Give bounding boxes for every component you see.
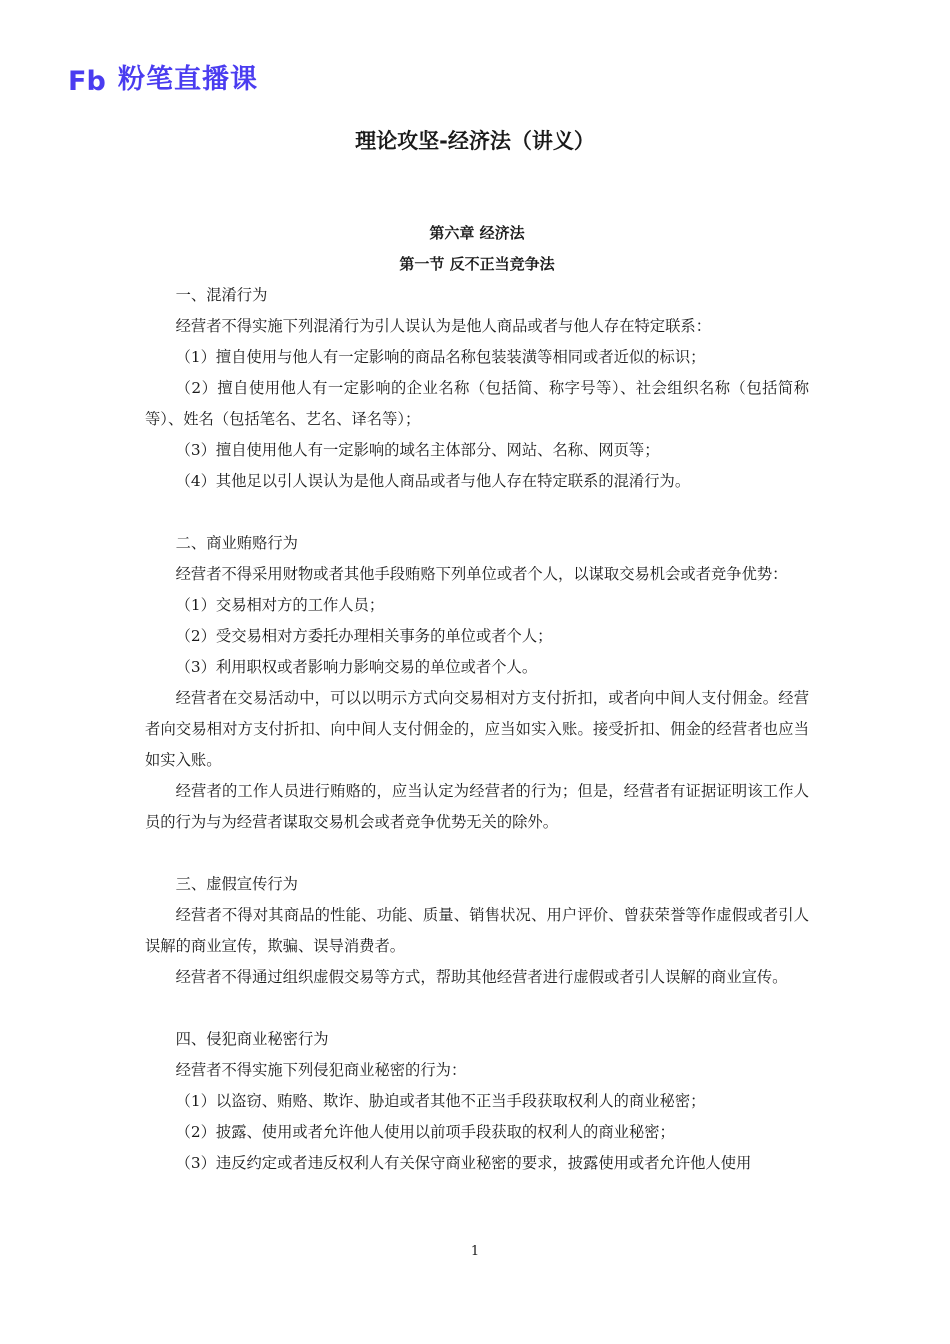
paragraph: 经营者不得对其商品的性能、功能、质量、销售状况、用户评价、曾获荣誉等作虚假或者引人误解的商业宣传，欺骗、误导消费者。 [145,906,809,955]
paragraph: （4）其他足以引人误认为是他人商品或者与他人存在特定联系的混淆行为。 [175,472,691,490]
svg-text:Fb: Fb [68,66,106,95]
chapter-heading: 第六章 经济法 [429,224,525,242]
paragraph: （1）擅自使用与他人有一定影响的商品名称包装装潢等相同或者近似的标识； [175,348,706,366]
document-body [145,218,809,1179]
paragraph: 经营者不得通过组织虚假交易等方式，帮助其他经营者进行虚假或者引人误解的商业宣传。 [175,968,788,986]
paragraph-gap [145,993,809,1024]
paragraph: （1）交易相对方的工作人员； [175,596,385,614]
brand-name: 粉笔直播课 [118,64,258,95]
paragraph: 经营者不得实施下列侵犯商业秘密的行为： [175,1061,467,1079]
paragraph-list [145,280,809,1179]
paragraph: （2）受交易相对方委托办理相关事务的单位或者个人； [175,627,553,645]
paragraph-gap [145,838,809,869]
paragraph: （3）违反约定或者违反权利人有关保守商业秘密的要求，披露使用或者允许他人使用 [175,1154,752,1172]
paragraph: 经营者不得实施下列混淆行为引人误认为是他人商品或者与他人存在特定联系： [175,317,711,335]
paragraph: （2）擅自使用他人有一定影响的企业名称（包括简、称字号等）、社会组织名称（包括简称等）、姓名（包括笔名、艺名、译名等）； [145,379,809,428]
fb-logo-icon [68,65,112,95]
paragraph: 二、商业贿赂行为 [175,534,298,552]
paragraph: 经营者不得采用财物或者其他手段贿赂下列单位或者个人，以谋取交易机会或者竞争优势： [175,565,788,583]
page-number: 1 [470,1244,480,1259]
paragraph: 三、虚假宣传行为 [175,875,298,893]
paragraph: 经营者的工作人员进行贿赂的，应当认定为经营者的行为；但是，经营者有证据证明该工作人员的行为与为经营者谋取交易机会或者竞争优势无关的除外。 [145,782,809,831]
section-heading: 第一节 反不正当竞争法 [399,255,555,273]
paragraph: （1）以盗窃、贿赂、欺诈、胁迫或者其他不正当手段获取权利人的商业秘密； [175,1092,706,1110]
paragraph: （3）利用职权或者影响力影响交易的单位或者个人。 [175,658,538,676]
paragraph: （3）擅自使用他人有一定影响的域名主体部分、网站、名称、网页等； [175,441,660,459]
paragraph: 一、混淆行为 [175,286,268,304]
paragraph-gap [145,497,809,528]
document-title: 理论攻坚-经济法（讲义） [355,129,595,153]
brand-logo [68,62,258,98]
paragraph: 四、侵犯商业秘密行为 [175,1030,329,1048]
paragraph: （2）披露、使用或者允许他人使用以前项手段获取的权利人的商业秘密； [175,1123,675,1141]
paragraph: 经营者在交易活动中，可以以明示方式向交易相对方支付折扣，或者向中间人支付佣金。经营者向交易相对方支付折扣、向中间人支付佣金的，应当如实入账。接受折扣、佣金的经营者也应当如实入账。 [145,689,809,769]
